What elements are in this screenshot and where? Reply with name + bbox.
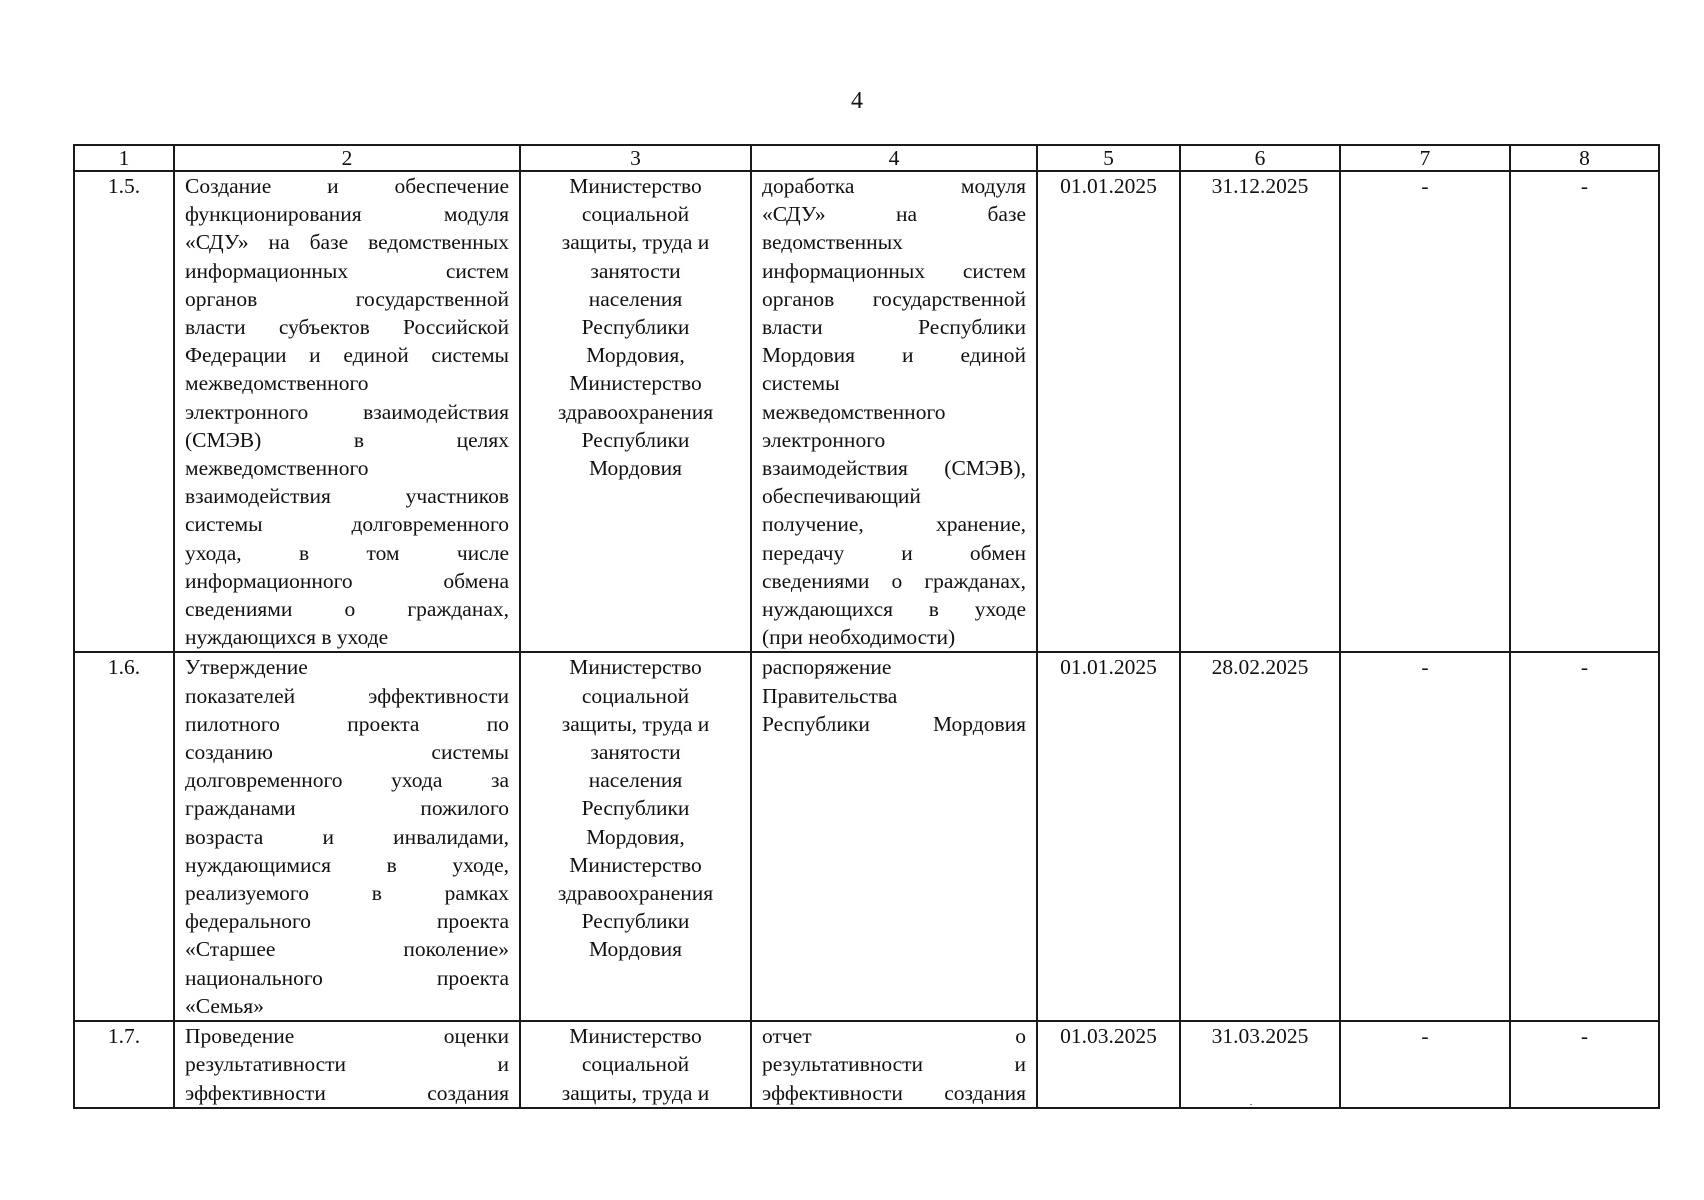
column-header: 5 xyxy=(1037,145,1180,171)
text-line: показателей эффективности xyxy=(185,683,509,708)
plan-table xyxy=(73,144,1660,1109)
text-line: нуждающихся в уходе xyxy=(185,625,389,650)
text-line: социальной xyxy=(581,202,690,227)
column-header: 6 xyxy=(1180,145,1340,171)
text-line: Проведение оценки xyxy=(185,1024,509,1049)
table-row xyxy=(74,652,1659,1021)
text-line: органов государственной xyxy=(185,286,509,311)
text-line: распоряжение xyxy=(762,655,892,680)
text-line: возраста и инвалидами, xyxy=(185,824,509,849)
table-header-row xyxy=(74,145,1659,171)
end-date: 28.02.2025 xyxy=(1180,652,1340,1021)
text-line: Создание и обеспечение xyxy=(185,174,509,198)
text-line: электронного xyxy=(762,427,886,452)
text-line: межведомственного xyxy=(185,456,369,481)
text-line: здравоохранения xyxy=(557,399,714,424)
column-header: 2 xyxy=(174,145,520,171)
text-line: Утверждение xyxy=(185,655,308,680)
text-line: функционирования модуля xyxy=(185,202,509,227)
column-header: 3 xyxy=(520,145,751,171)
column-7-value: - xyxy=(1340,652,1510,1021)
text-line: отчет о xyxy=(762,1024,1026,1049)
text-line: созданию системы xyxy=(185,740,509,765)
text-line: Республики Мордовия xyxy=(762,711,1026,736)
text-line: Республики xyxy=(581,427,690,452)
text-line: Мордовия xyxy=(588,456,683,481)
text-line: Мордовия и единой xyxy=(762,343,1026,368)
text-line: Мордовия, xyxy=(586,824,685,849)
text-line: органов государственной xyxy=(762,286,1026,311)
text-line: Министерство xyxy=(569,655,702,680)
text-line: «СДУ» на базе xyxy=(762,202,1026,227)
text-line: Республики xyxy=(581,315,690,340)
text-line: защиты, труда и xyxy=(561,711,710,736)
column-header: 4 xyxy=(751,145,1037,171)
text-line: эффективности создания xyxy=(762,1080,1026,1105)
text-line: взаимодействия участников xyxy=(185,484,509,509)
text-line: эффективности создания xyxy=(185,1080,509,1105)
text-line: «СДУ» на базе ведомственных xyxy=(185,230,509,255)
responsible-executor xyxy=(520,171,751,652)
text-line: власти субъектов Российской xyxy=(185,315,509,340)
text-line: Министерство xyxy=(569,1024,702,1049)
text-line: нуждающимися в уходе, xyxy=(185,852,509,877)
text-line: сведениями о гражданах, xyxy=(762,568,1026,593)
column-7-value: - xyxy=(1340,1021,1510,1108)
text-line: долговременного ухода за xyxy=(185,768,509,793)
column-8-value: - xyxy=(1510,171,1659,652)
text-line: межведомственного xyxy=(185,371,369,396)
end-date: 31.12.2025 xyxy=(1180,171,1340,652)
text-line: населения xyxy=(588,768,683,793)
text-line: нуждающихся в уходе xyxy=(762,597,1026,622)
text-line: результативности и xyxy=(185,1052,509,1077)
text-line: здравоохранения xyxy=(557,881,714,906)
end-date: 31.03.2025 xyxy=(1180,1021,1340,1108)
text-line: системы долговременного xyxy=(185,512,509,537)
text-line: занятости xyxy=(590,258,681,283)
text-line: населения xyxy=(588,286,683,311)
responsible-executor xyxy=(520,652,751,1021)
text-line: ухода, в том числе xyxy=(185,540,509,565)
column-header: 1 xyxy=(74,145,174,171)
text-line: гражданами пожилого xyxy=(185,796,509,821)
text-line: Министерство xyxy=(569,852,702,877)
text-line: передачу и обмен xyxy=(762,540,1026,565)
column-header: 7 xyxy=(1340,145,1510,171)
activity-description xyxy=(174,1021,520,1108)
text-line: пилотного проекта по xyxy=(185,711,509,736)
responsible-executor xyxy=(520,1021,751,1108)
text-line: обеспечивающий xyxy=(762,484,921,509)
text-line: (СМЭВ) в целях xyxy=(185,427,509,452)
activity-description xyxy=(174,171,520,652)
activity-description xyxy=(174,652,520,1021)
item-number: 1.7. xyxy=(74,1021,174,1108)
expected-result xyxy=(751,652,1037,1021)
page-number: 4 xyxy=(851,88,863,114)
text-line: Правительства xyxy=(762,683,898,708)
text-line: Республики xyxy=(581,796,690,821)
text-line: Министерство xyxy=(569,371,702,396)
text-line: доработка модуля xyxy=(762,174,1026,198)
column-header: 8 xyxy=(1510,145,1659,171)
text-line: сведениями о гражданах, xyxy=(185,597,509,622)
text-line: власти Республики xyxy=(762,315,1026,340)
text-line: социальной xyxy=(581,1052,690,1077)
expected-result xyxy=(751,171,1037,652)
table-row xyxy=(74,171,1659,652)
text-line: социальной xyxy=(581,683,690,708)
text-line: информационных систем xyxy=(185,258,509,283)
column-8-value: - xyxy=(1510,652,1659,1021)
column-8-value: - xyxy=(1510,1021,1659,1108)
scan-speck xyxy=(1250,1104,1252,1105)
column-7-value: - xyxy=(1340,171,1510,652)
text-line: «Семья» xyxy=(185,993,264,1018)
text-line: результативности и xyxy=(762,1052,1026,1077)
text-line: Республики xyxy=(581,909,690,934)
start-date: 01.01.2025 xyxy=(1037,652,1180,1021)
text-line: информационных систем xyxy=(762,258,1026,283)
text-line: занятости xyxy=(590,740,681,765)
text-line: «Старшее поколение» xyxy=(185,937,509,962)
text-line: системы xyxy=(762,371,840,396)
text-line: Федерации и единой системы xyxy=(185,343,509,368)
text-line: электронного взаимодействия xyxy=(185,399,509,424)
text-line: взаимодействия (СМЭВ), xyxy=(762,456,1026,481)
text-line: Мордовия xyxy=(588,937,683,962)
item-number: 1.6. xyxy=(74,652,174,1021)
text-line: защиты, труда и xyxy=(561,1080,710,1105)
expected-result xyxy=(751,1021,1037,1108)
text-line: федерального проекта xyxy=(185,909,509,934)
start-date: 01.01.2025 xyxy=(1037,171,1180,652)
item-number: 1.5. xyxy=(74,171,174,652)
text-line: (при необходимости) xyxy=(762,625,956,650)
text-line: информационного обмена xyxy=(185,568,509,593)
table-row xyxy=(74,1021,1659,1108)
text-line: получение, хранение, xyxy=(762,512,1026,537)
start-date: 01.03.2025 xyxy=(1037,1021,1180,1108)
text-line: межведомственного xyxy=(762,399,946,424)
text-line: Мордовия, xyxy=(586,343,685,368)
text-line: Министерство xyxy=(569,174,702,198)
text-line: реализуемого в рамках xyxy=(185,881,509,906)
text-line: ведомственных xyxy=(762,230,903,255)
text-line: защиты, труда и xyxy=(561,230,710,255)
text-line: национального проекта xyxy=(185,965,509,990)
